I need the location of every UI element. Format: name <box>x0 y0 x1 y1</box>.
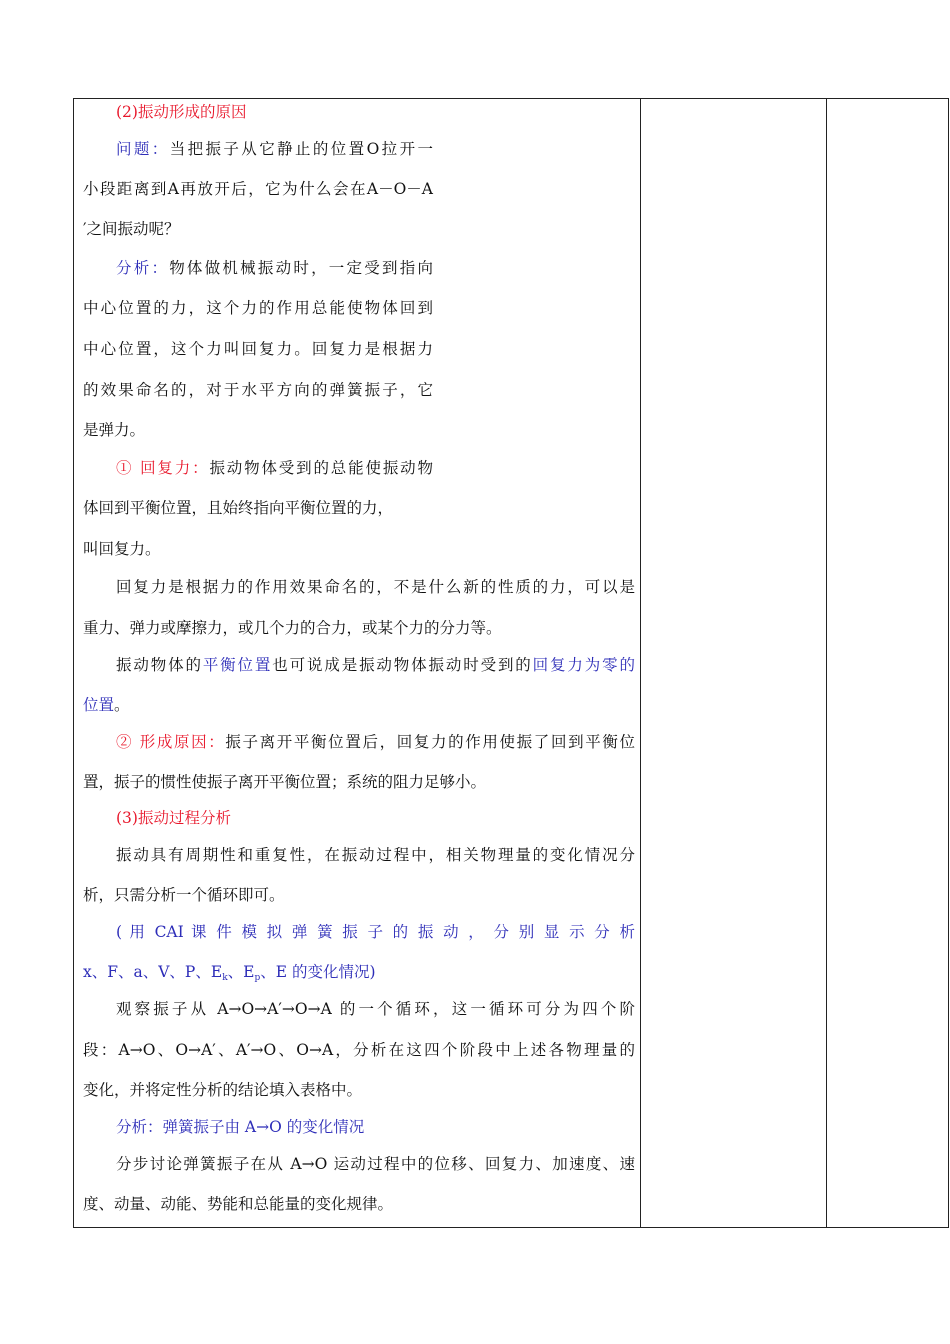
question-line-2: 小段距离到A再放开后，它为什么会在A－O－A <box>83 180 433 198</box>
balance-line-2: 位置。 <box>83 696 130 714</box>
analysis-line-2: 中心位置的力，这个力的作用总能使物体回到 <box>83 299 433 317</box>
observe-line-2: 段：A→O、O→A′、A′→O、O→A，分析在这四个阶段中上述各物理量的 <box>83 1041 635 1059</box>
balance-line-1: 振动物体的平衡位置也可说成是振动物体振动时受到的回复力为零的 <box>116 656 635 674</box>
observe-line-1: 观察振子从 A→O→A′→O→A 的一个循环，这一循环可分为四个阶 <box>116 1000 635 1018</box>
column-divider-1 <box>640 98 641 1228</box>
analysis-line-1: 分析：物体做机械振动时，一定受到指向 <box>116 259 433 277</box>
cai-line-2: x、F、a、V、P、$E_k$、$E_p$、E 的变化情况) <box>83 963 376 983</box>
restoring-line-3: 叫回复力。 <box>83 540 161 558</box>
analysis-label: 分析： <box>116 259 170 277</box>
analysis-line-5: 是弹力。 <box>83 421 146 439</box>
analysis-line-4: 的效果命名的，对于水平方向的弹簧振子，它 <box>83 381 433 399</box>
balance-term-2: 回复力为零的 <box>532 656 635 674</box>
observe-line-3: 变化，并将定性分析的结论填入表格中。 <box>83 1081 363 1099</box>
question-label: 问题： <box>116 140 170 158</box>
named-line-1: 回复力是根据力的作用效果命名的，不是什么新的性质的力，可以是 <box>116 578 635 596</box>
cai-line-1: ( 用 CAI 课 件 模 拟 弹 簧 振 子 的 振 动 ， 分 别 显 示 分 析 <box>116 923 635 941</box>
restoring-force-label: ① 回复力： <box>116 459 210 477</box>
step-line-1: 分步讨论弹簧振子在从 A→O 运动过程中的位移、回复力、加速度、速 <box>116 1155 635 1173</box>
cause-line-1: ② 形成原因：振子离开平衡位置后，回复力的作用使振了回到平衡位 <box>116 733 635 751</box>
cause-label: ② 形成原因： <box>116 733 226 751</box>
step-line-2: 度、动量、动能、势能和总能量的变化规律。 <box>83 1195 394 1213</box>
process-line-2: 析，只需分析一个循环即可。 <box>83 886 285 904</box>
spring-analysis-line: 分析：弹簧振子由 A→O 的变化情况 <box>116 1118 365 1136</box>
cause-line-2: 置，振子的惯性使振子离开平衡位置；系统的阻力足够小。 <box>83 773 487 791</box>
restoring-line-2: 体回到平衡位置，且始终指向平衡位置的力， <box>83 499 394 517</box>
section-2-heading: (2)振动形成的原因 <box>116 103 247 121</box>
balance-term-1: 平衡位置 <box>202 656 273 674</box>
process-line-1: 振动具有周期性和重复性，在振动过程中，相关物理量的变化情况分 <box>116 846 635 864</box>
named-line-2: 重力、弹力或摩擦力，或几个力的合力，或某个力的分力等。 <box>83 619 502 637</box>
column-divider-2 <box>826 98 827 1228</box>
analysis-line-3: 中心位置，这个力叫回复力。回复力是根据力 <box>83 340 433 358</box>
restoring-line-1: ① 回复力：振动物体受到的总能使振动物 <box>116 459 433 477</box>
question-line-1: 问题：当把振子从它静止的位置O拉开一 <box>116 140 433 158</box>
section-3-heading: (3)振动过程分析 <box>116 809 231 827</box>
question-line-3: ′之间振动呢？ <box>83 220 180 238</box>
